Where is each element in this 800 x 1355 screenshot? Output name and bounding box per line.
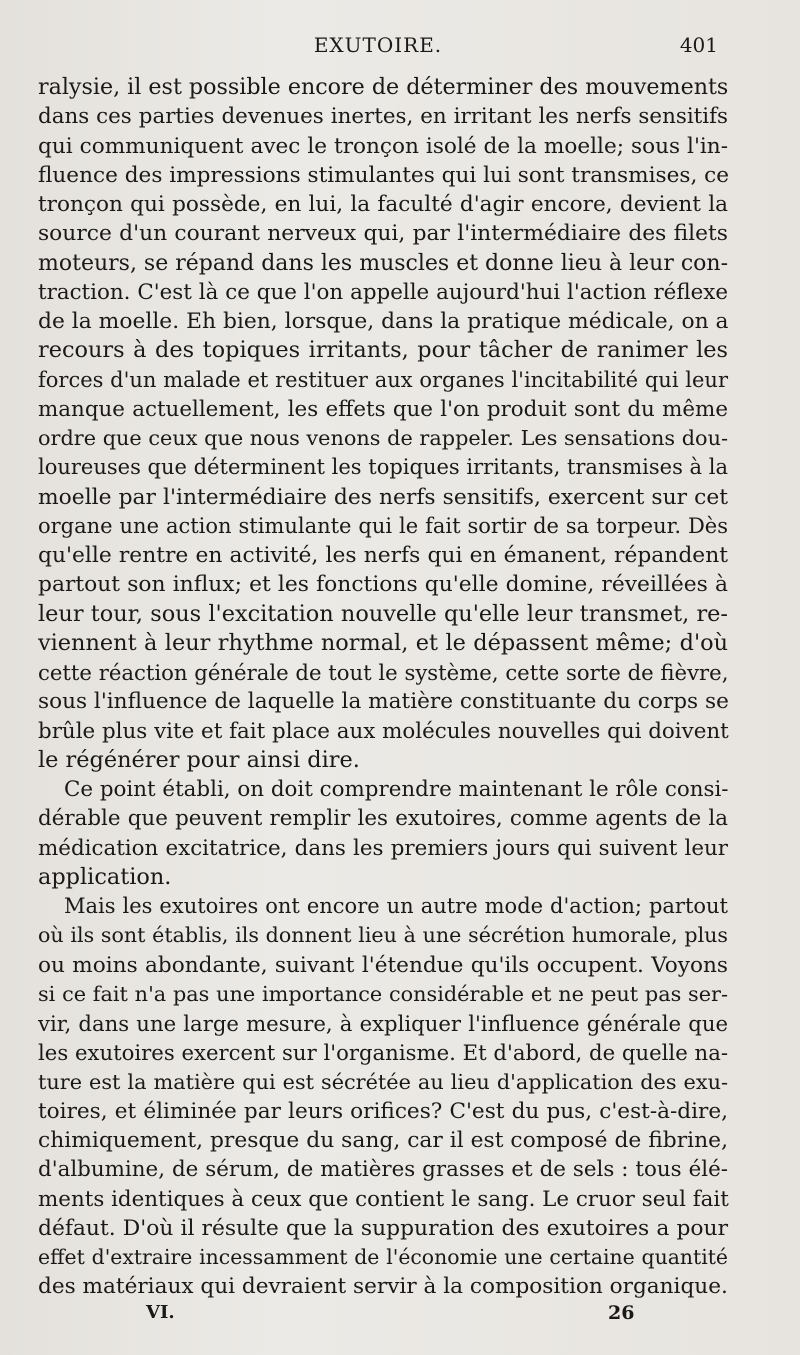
text-line: défaut. D'où il résulte que la suppuration des exutoires a pour [38, 1215, 728, 1241]
text-line: partout son influx; et les fonctions qu'elle domine, réveillées à [38, 572, 728, 598]
text-line: traction. C'est là ce que l'on appelle aujourd'hui l'action réflexe [38, 279, 728, 305]
page-number: 401 [679, 33, 718, 57]
text-line: de la moelle. Eh bien, lorsque, dans la pratique médicale, on a [38, 309, 729, 334]
text-line: qui communiquent avec le tronçon isolé de la moelle; sous l'in- [38, 133, 728, 159]
text-line: où ils sont établis, ils donnent lieu à une sécrétion humorale, plus [38, 923, 728, 948]
text-line: sous l'influence de laquelle la matière constituante du corps se [38, 689, 729, 715]
text-line: vir, dans une large mesure, à expliquer l'influence générale que [38, 1011, 728, 1036]
text-line: organe une action stimulante qui le fait sortir de sa torpeur. Dès [38, 513, 728, 538]
text-line: ordre que ceux que nous venons de rappeler. Les sensations dou- [38, 426, 728, 450]
body-text [38, 73, 728, 1302]
text-line: moteurs, se répand dans les muscles et donne lieu à leur con- [38, 250, 728, 276]
text-line: d'albumine, de sérum, de matières grasses et de sels : tous élé- [38, 1157, 728, 1183]
running-title: EXUTOIRE. [313, 33, 443, 57]
text-line: viennent à leur rhythme normal, et le dépassent même; d'où [38, 629, 728, 656]
text-line: tronçon qui possède, en lui, la faculté d'agir encore, devient la [38, 192, 728, 217]
text-line: ments identiques à ceux que contient le sang. Le cruor seul fait [38, 1186, 729, 1212]
text-line: effet d'extraire incessamment de l'économie une certaine quantité [38, 1245, 728, 1269]
page-footer [38, 1298, 728, 1328]
text-line: toires, et éliminée par leurs orifices? C'est du pus, c'est-à-dire, [38, 1098, 728, 1124]
text-line: leur tour, sous l'excitation nouvelle qu'elle leur transmet, re- [38, 600, 728, 627]
text-line: médication excitatrice, dans les premiers jours qui suivent leur [38, 835, 728, 861]
text-line: manque actuellement, les effets que l'on produit sont du même [38, 396, 728, 422]
text-line: dans ces parties devenues inertes, en irritant les nerfs sensitifs [38, 104, 728, 130]
signature-mark: VI. [146, 1302, 175, 1323]
running-header [38, 30, 718, 60]
text-line: ralysie, il est possible encore de déterminer des mouvements [38, 74, 729, 100]
text-line: moelle par l'intermédiaire des nerfs sensitifs, exercent sur cet [38, 484, 728, 510]
text-line: Ce point établi, on doit comprendre maintenant le rôle consi- [64, 777, 729, 802]
text-line: application. [38, 863, 172, 890]
text-line: le régénérer pour ainsi dire. [38, 746, 360, 773]
text-line: dérable que peuvent remplir les exutoires, comme agents de la [38, 806, 728, 832]
text-line: qu'elle rentre en activité, les nerfs qui en émanent, répandent [38, 543, 728, 568]
text-line: Mais les exutoires ont encore un autre mode d'action; partout [64, 894, 728, 918]
text-line: les exutoires exercent sur l'organisme. Et d'abord, de quelle na- [38, 1040, 728, 1066]
text-line: ture est la matière qui est sécrétée au lieu d'application des exu- [38, 1069, 728, 1094]
text-line: chimiquement, presque du sang, car il est composé de fibrine, [38, 1128, 729, 1153]
text-line: loureuses que déterminent les topiques irritants, transmises à la [38, 455, 728, 480]
text-line: brûle plus vite et fait place aux molécules nouvelles qui doivent [38, 718, 729, 744]
text-line: si ce fait n'a pas une importance considérable et ne peut pas ser- [38, 981, 728, 1006]
text-line: des matériaux qui devraient servir à la composition organique. [38, 1274, 728, 1300]
text-line: forces d'un malade et restituer aux organes l'incitabilité qui leur [38, 367, 728, 392]
text-line: recours à des topiques irritants, pour tâcher de ranimer les [38, 337, 728, 364]
text-line: cette réaction générale de tout le système, cette sorte de fièvre, [38, 660, 729, 685]
text-line: source d'un courant nerveux qui, par l'intermédiaire des filets [38, 221, 728, 247]
text-line: fluence des impressions stimulantes qui lui sont transmises, ce [38, 162, 730, 188]
sheet-number: 26 [608, 1302, 635, 1324]
text-line: ou moins abondante, suivant l'étendue qu'ils occupent. Voyons [38, 952, 728, 978]
